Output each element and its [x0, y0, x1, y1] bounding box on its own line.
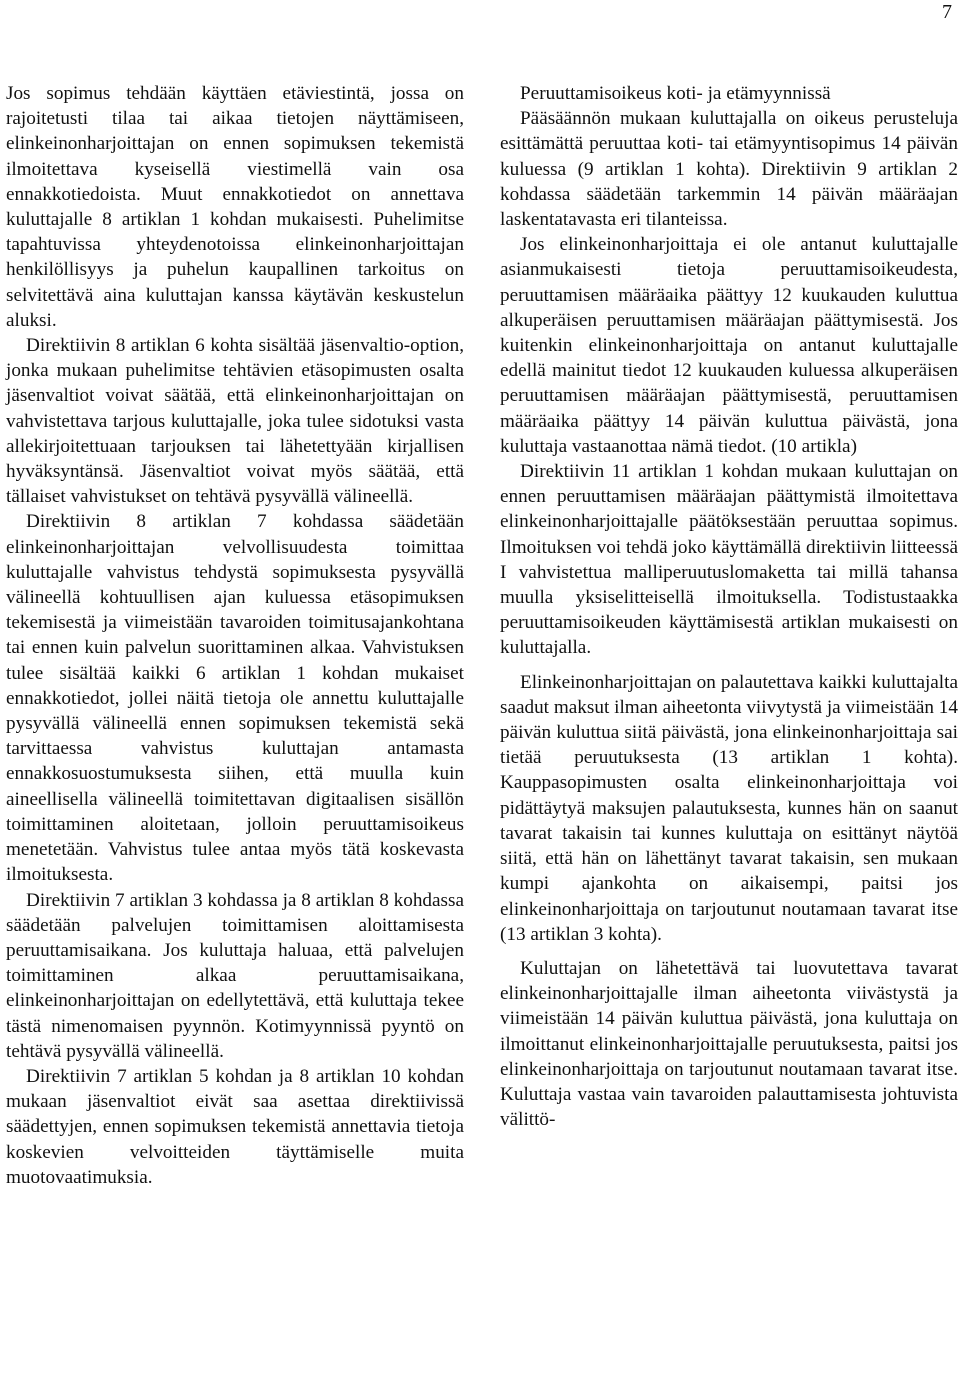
right-paragraph-3: Direktiivin 11 artiklan 1 kohdan mukaan kuluttajan on ennen peruuttamisen määräajan päättymistä ilmoitettava elinkeinonharjoittajalle päätöksestään peruuttaa sopimus. Ilmoituksen voi tehdä joko käyttämällä direktiivin liitteessä I vahvistettua malliperuutuslomaketta tai millä tahansa muulla yksiselitteisellä ilmoituksella. Todistustaakka peruuttamisoikeuden käyttämisestä artiklan mukaisesti on kuluttajalla.	[500, 461, 958, 659]
right-paragraph-5: Kuluttajan on lähetettävä tai luovutettava tavarat elinkeinonharjoittajalle ilman aiheetonta viivästystä ja viimeistään 14 päivän kuluttua päivästä, jona kuluttaja on ilmoittanut elinkeinonharjoittajalle peruutuksesta, paitsi jos elinkeinonharjoittaja on tarjoutunut noutamaan tavarat itse. Kuluttaja vastaa vain tavaroiden palauttamisesta johtuvista välittö-	[500, 957, 958, 1131]
right-column	[500, 81, 958, 1132]
left-paragraph-4: Direktiivin 7 artiklan 3 kohdassa ja 8 artiklan 8 kohdassa säädetään palvelujen toimittamisen aloittamisesta peruuttamisaikana. Jos kuluttaja haluaa, että palvelujen toimittaminen alkaa peruuttamisaikana, elinkeinonharjoittajan on edellytettävä, että kuluttaja tekee tästä nimenomaisen pyynnön. Kotimyynnissä pyyntö on tehtävä pysyvällä välineellä.	[6, 889, 464, 1062]
right-paragraph-2: Jos elinkeinonharjoittaja ei ole antanut kuluttajalle asianmukaisesti tietoja peruuttamisoikeudesta, peruuttamisen määräaika päättyy 12 kuukauden kuluttua alkuperäisen peruuttamisen määräajan päättymisestä. Jos kuitenkin elinkeinonharjoittaja on antanut kuluttajalle edellä mainitut tiedot 12 kuukauden kuluessa alkuperäisen peruuttamisen määräajan päättymisestä, peruuttamisen määräaika päättyy 14 päivän kuluttua päivästä, jona kuluttaja vastaanottaa nämä tiedot. (10 artikla)	[500, 234, 958, 457]
section-heading: Peruuttamisoikeus koti- ja etämyynnissä	[520, 83, 831, 104]
left-paragraph-5: Direktiivin 7 artiklan 5 kohdan ja 8 artiklan 10 kohdan mukaan jäsenvaltiot eivät saa asettaa direktiivissä säädettyjen, ennen sopimuksen tekemistä annettavia tietoja koskevien velvoitteiden täyttämiselle muita muotovaatimuksia.	[6, 1065, 464, 1188]
right-paragraph-4: Elinkeinonharjoittajan on palautettava kaikki kuluttajalta saadut maksut ilman aiheetonta viivytystä ja viimeistään 14 päivän kuluttua siitä päivästä, jona elinkeinonharjoittaja sai tietää peruutuksesta (13 artiklan 1 kohta). Kauppasopimusten osalta elinkeinonharjoittaja voi pidättäytyä maksujen palautuksesta, kunnes hän on saanut tavarat takaisin tai kunnes kuluttaja on esittänyt näytöä siitä, että hän on lähettänyt tavarat takaisin, sen mukaan kumpi ajankohta on aikaisempi, paitsi jos elinkeinonharjoittaja on tarjoutunut noutamaan tavarat itse (13 artiklan 3 kohta).	[500, 671, 958, 945]
right-paragraph-1: Pääsäännön mukaan kuluttajalla on oikeus perusteluja esittämättä peruuttaa koti- tai etämyyntisopimus 14 päivän kuluessa (9 artiklan 1 kohta). Direktiivin 9 artiklan 2 kohdassa säädetään tarkemmin 14 päivän määräajan laskentatavasta eri tilanteissa.	[500, 108, 958, 231]
left-paragraph-2: Direktiivin 8 artiklan 6 kohta sisältää jäsenvaltio-option, jonka mukaan puhelimitse tehtävien etäsopimusten osalta jäsenvaltiot voivat säätää, että elinkeinonharjoittajan on vahvistettava tarjous kuluttajalle, joka tulee sidotuksi vasta allekirjoitettuaan tarjouksen tai lähetettyään kirjallisen hyväksyntänsä. Jäsenvaltiot voivat myös säätää, että tällaiset vahvistukset on tehtävä pysyvällä välineellä.	[6, 335, 464, 508]
left-paragraph-3: Direktiivin 8 artiklan 7 kohdassa säädetään elinkeinonharjoittajan velvollisuudesta toimittaa kuluttajalle vahvistus tehdystä sopimuksesta pysyvällä välineellä kohtuullisen ajan kuluessa etäsopimuksen tekemisestä ja viimeistään tavaroiden toimitusajankohtana tai ennen kuin palvelun suorittaminen alkaa. Vahvistuksen tulee sisältää kaikki 6 artiklan 1 kohdan mukaiset ennakkotiedot, jollei näitä tietoja ole annettu kuluttajalle pysyvällä välineellä ennen sopimuksen tekemistä sekä tarvittaessa vahvistus kuluttajan antamasta ennakkosuostumuksesta siihen, että muulla kuin aineellisella välineellä toimitettavan digitaalisen sisällön toimittaminen aloitetaan, jolloin peruuttamisoikeus menetetään. Vahvistus tulee antaa myös tätä koskevasta ilmoituksesta.	[6, 511, 464, 886]
left-paragraph-1: Jos sopimus tehdään käyttäen etäviestintä, jossa on rajoitetusti tilaa tai aikaa tietojen näyttämiseen, elinkeinonharjoittajan on ennen sopimuksen tekemistä ilmoitettava kyseisellä viestimellä vain osa ennakkotiedoista. Muut ennakkotiedot on annettava kuluttajalle 8 artiklan 1 kohdan mukaisesti. Puhelimitse tapahtuvissa yhteydenotoissa elinkeinonharjoittajan henkilöllisyys ja puhelun kaupallinen tarkoitus on selvitettävä aina kuluttajan kanssa käytävän keskustelun aluksi.	[6, 83, 464, 331]
page-number: 7	[942, 1, 952, 23]
left-column	[6, 81, 464, 1190]
